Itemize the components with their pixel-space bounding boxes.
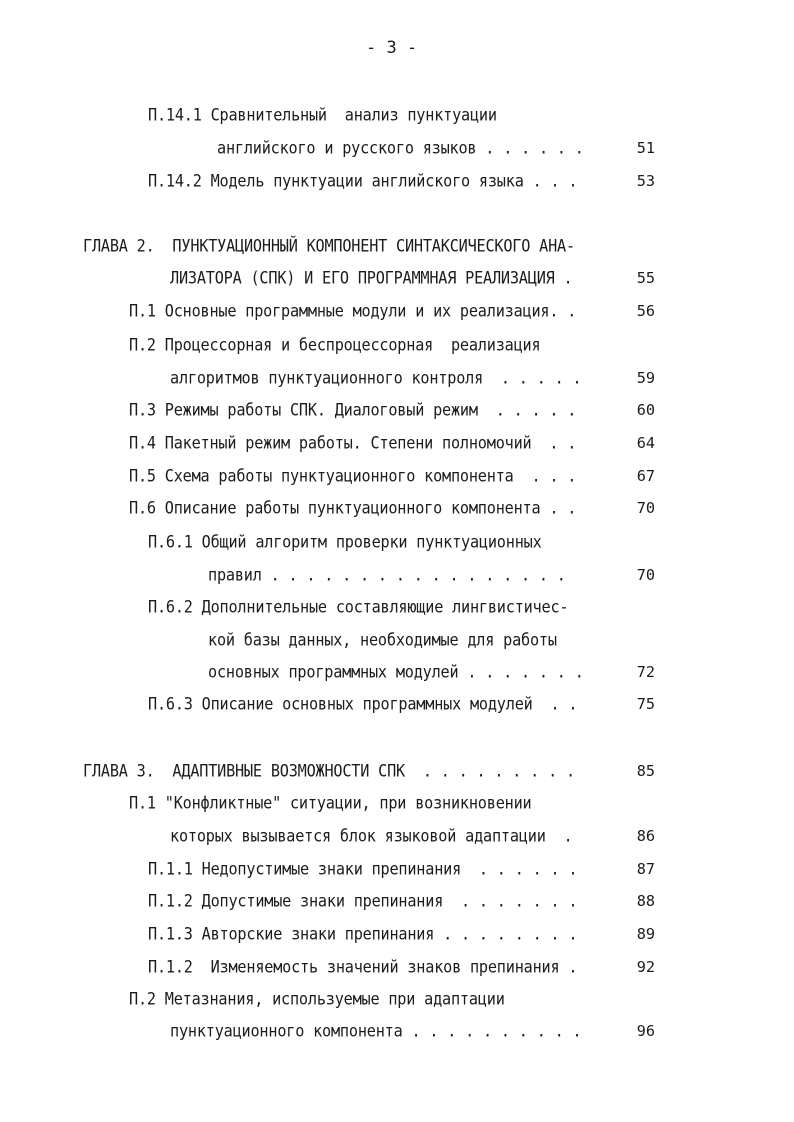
toc-entry-text: английского и русского языков . . . . . .: [217, 138, 584, 158]
toc-entry-page: 51: [636, 139, 655, 157]
toc-entry-text: П.1.3 Авторские знаки препинания . . . . . . . .: [148, 924, 578, 944]
toc-entry-page: 70: [636, 499, 655, 517]
toc-entry-text: основных программных модулей . . . . . . .: [208, 662, 584, 682]
toc-entry-text: П.6 Описание работы пунктуационного компонента . .: [129, 498, 577, 518]
toc-entry-page: 75: [636, 695, 655, 713]
toc-entry-page: 72: [636, 663, 655, 681]
toc-entry-page: 64: [636, 434, 655, 452]
toc-entry-text: П.3 Режимы работы СПК. Диалоговый режим . . . . .: [129, 400, 577, 420]
toc-entry-text: П.14.1 Сравнительный анализ пунктуации: [148, 105, 497, 125]
toc-entry-page: 60: [636, 401, 655, 419]
toc-entry-text: П.2 Метазнания, используемые при адаптации: [129, 989, 505, 1009]
toc-entry-text: которых вызывается блок языковой адаптации .: [170, 826, 573, 846]
toc-entry-page: 89: [636, 925, 655, 943]
toc-entry-page: 56: [636, 302, 655, 320]
toc-entry-text: П.1 Основные программные модули и их реализация. .: [129, 301, 577, 321]
toc-entry-text: П.14.2 Модель пунктуации английского языка . . .: [148, 171, 578, 191]
toc-entry-text: П.2 Процессорная и беспроцессорная реализация: [129, 335, 541, 355]
chapter-heading: ГЛАВА 3. АДАПТИВНЫЕ ВОЗМОЖНОСТИ СПК . . . . . . . . .: [83, 761, 575, 781]
toc-entry-page: 53: [636, 172, 655, 190]
page-number: - 3 -: [366, 38, 418, 58]
toc-entry-text: П.6.3 Описание основных программных модулей . .: [148, 694, 578, 714]
toc-entry-page: 88: [636, 892, 655, 910]
chapter-heading: ЛИЗАТОРА (СПК) И ЕГО ПРОГРАММНАЯ РЕАЛИЗАЦИЯ .: [170, 268, 573, 288]
toc-entry-page: 96: [636, 1022, 655, 1040]
toc-entry-page: 92: [636, 958, 655, 976]
toc-entry-page: 55: [636, 269, 655, 287]
toc-entry-page: 70: [636, 566, 655, 584]
toc-entry-text: правил . . . . . . . . . . . . . . . . .: [208, 565, 566, 585]
toc-entry-page: 87: [636, 860, 655, 878]
toc-entry-page: 59: [636, 369, 655, 387]
toc-entry-page: 86: [636, 827, 655, 845]
toc-entry-text: алгоритмов пунктуационного контроля . . . . .: [170, 368, 582, 388]
toc-entry-text: пунктуационного компонента . . . . . . . . . .: [170, 1021, 582, 1041]
toc-entry-page: 67: [636, 467, 655, 485]
toc-entry-text: П.5 Схема работы пунктуационного компонента . . .: [129, 466, 577, 486]
toc-entry-text: П.1.2 Допустимые знаки препинания . . . . . . .: [148, 891, 578, 911]
toc-entry-text: П.1 "Конфликтные" ситуации, при возникновении: [129, 793, 532, 813]
toc-entry-text: кой базы данных, необходимые для работы: [208, 630, 557, 650]
toc-entry-text: П.1.1 Недопустимые знаки препинания . . . . . .: [148, 859, 578, 879]
toc-entry-page: 85: [636, 762, 655, 780]
toc-entry-text: П.1.2 Изменяемость значений знаков препинания .: [148, 957, 578, 977]
chapter-heading: ГЛАВА 2. ПУНКТУАЦИОННЫЙ КОМПОНЕНТ СИНТАКСИЧЕСКОГО АНА-: [83, 236, 575, 256]
toc-entry-text: П.6.2 Дополнительные составляющие лингвистичес-: [148, 597, 569, 617]
toc-entry-text: П.4 Пакетный режим работы. Степени полномочий . .: [129, 433, 577, 453]
toc-entry-text: П.6.1 Общий алгоритм проверки пунктуационных: [148, 532, 542, 552]
